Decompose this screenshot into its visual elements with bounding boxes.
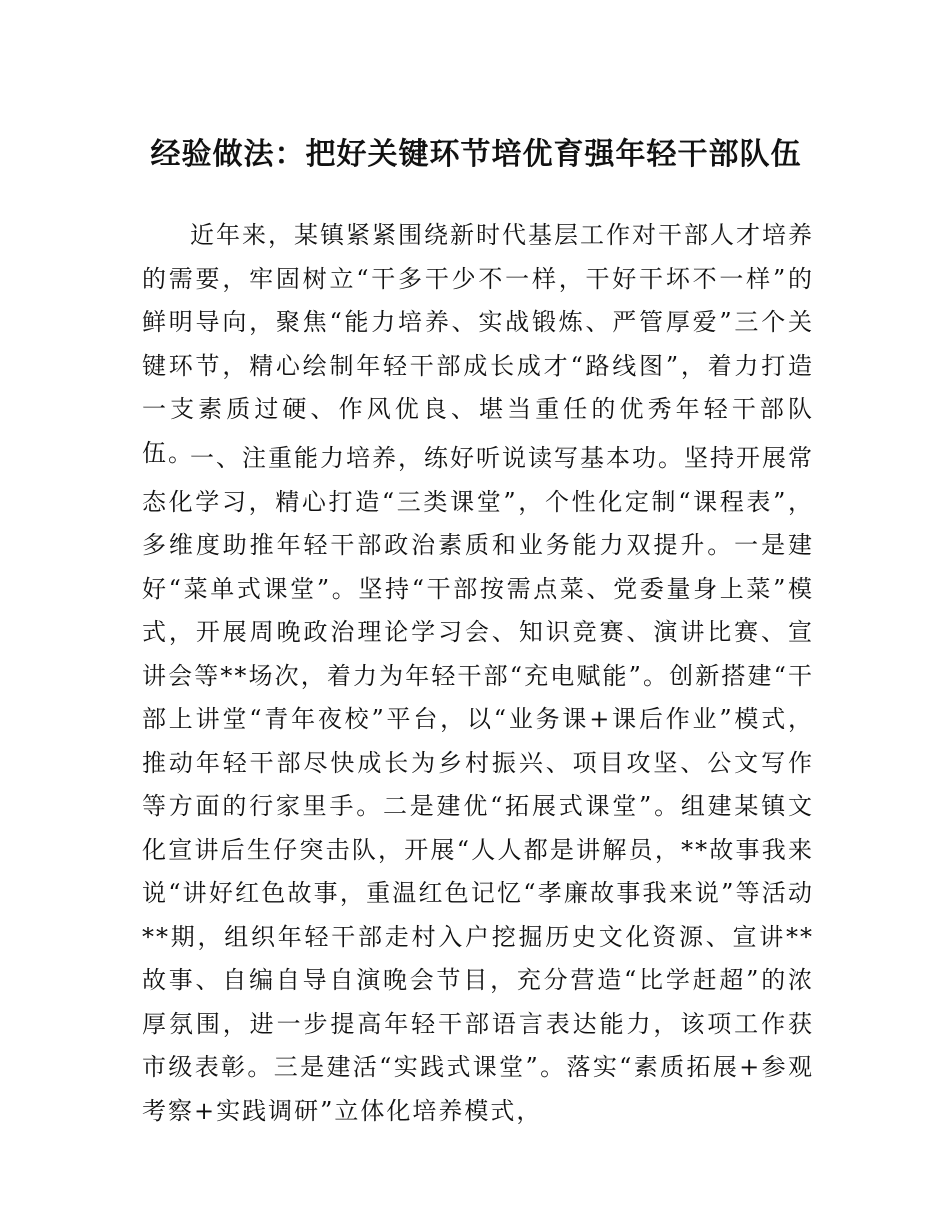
paragraph-section-one: 一、注重能力培养，练好听说读写基本功。坚持开展常态化学习，精心打造“三类课堂”，个性化定制“课程表”，多维度助推年轻干部政治素质和业务能力双提升。一是建好“菜单式课堂”。坚持“干部按需点菜、党委量身上菜”模式，开展周晚政治理论学习会、知识竞赛、演讲比赛、宣讲会等**场次，着力为年轻干部“充电赋能”。创新搭建“干部上讲堂“青年夜校”平台，以“业务课+课后作业”模式，推动年轻干部尽快成长为乡村振兴、项目攻坚、公文写作等方面的行家里手。二是建优“拓展式课堂”。组建某镇文化宣讲后生仔突击队，开展“人人都是讲解员，**故事我来说“讲好红色故事，重温红色记忆“孝廉故事我来说”等活动**期，组织年轻干部走村入户挖掘历史文化资源、宣讲**故事、自编自导自演晚会节目，充分营造“比学赶超”的浓厚氛围，进一步提高年轻干部语言表达能力，该项工作获市级表彰。三是建活“实践式课堂”。落实“素质拓展+参观考察+实践调研”立体化培养模式， [142, 444, 814, 1125]
document-title: 经验做法：把好关键环节培优育强年轻干部队伍 [150, 137, 802, 173]
paragraph-intro: 近年来，某镇紧紧围绕新时代基层工作对干部人才培养的需要，牢固树立“干多干少不一样，干好干坏不一样”的鲜明导向，聚焦“能力培养、实战锻炼、严管厚爱”三个关键环节，精心绘制年轻干部成长成才“路线图”，着力打造一支素质过硬、作风优良、堪当重任的优秀年轻干部队伍。 [142, 221, 814, 467]
